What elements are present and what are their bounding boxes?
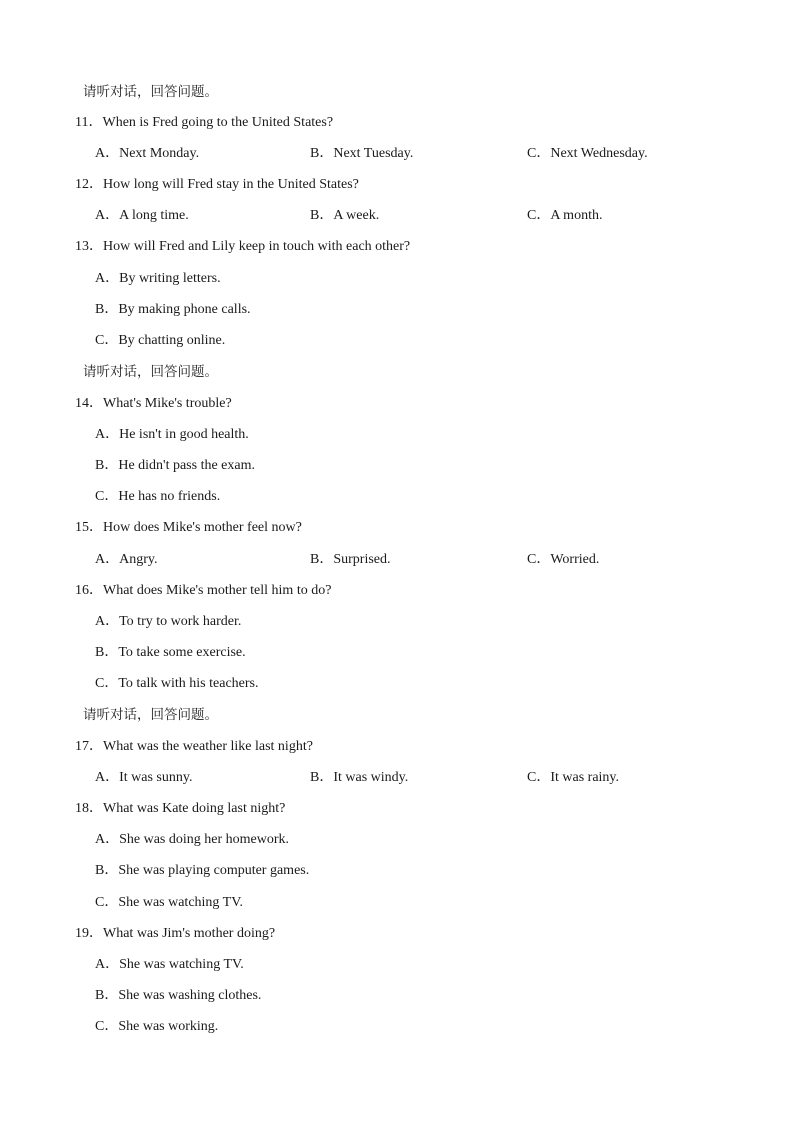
option-18-a: A．She was doing her homework. [95,832,290,847]
option-15-b: B．Surprised. [310,552,391,567]
option-14-c: C．He has no friends. [95,489,221,504]
option-12-a: A．A long time. [95,208,189,223]
option-17-c: C．It was rainy. [527,770,620,785]
section-instruction: 请听对话，回答问题。 [83,364,218,380]
option-18-c: C．She was watching TV. [95,895,244,910]
section-instruction: 请听对话，回答问题。 [83,84,218,100]
option-11-c: C．Next Wednesday. [527,146,648,161]
option-18-b: B．She was playing computer games. [95,863,310,878]
option-17-b: B．It was windy. [310,770,409,785]
option-14-a: A．He isn't in good health. [95,427,249,442]
option-17-a: A．It was sunny. [95,770,193,785]
option-14-b: B．He didn't pass the exam. [95,458,255,473]
option-15-a: A．Angry. [95,552,158,567]
option-19-a: A．She was watching TV. [95,957,244,972]
option-13-a: A．By writing letters. [95,271,221,286]
option-19-c: C．She was working. [95,1019,219,1034]
question-12: 12．How long will Fred stay in the United States? [75,177,359,192]
question-11: 11．When is Fred going to the United States? [75,115,334,130]
section-instruction: 请听对话，回答问题。 [83,707,218,723]
question-15: 15．How does Mike's mother feel now? [75,520,302,535]
question-13: 13．How will Fred and Lily keep in touch with each other? [75,239,411,254]
question-17: 17．What was the weather like last night? [75,739,313,754]
option-12-b: B．A week. [310,208,380,223]
option-15-c: C．Worried. [527,552,600,567]
question-18: 18．What was Kate doing last night? [75,801,286,816]
option-16-b: B．To take some exercise. [95,645,246,660]
option-11-b: B．Next Tuesday. [310,146,414,161]
option-12-c: C．A month. [527,208,603,223]
question-14: 14．What's Mike's trouble? [75,396,232,411]
question-16: 16．What does Mike's mother tell him to do? [75,583,332,598]
question-19: 19．What was Jim's mother doing? [75,926,276,941]
option-16-c: C．To talk with his teachers. [95,676,259,691]
option-13-c: C．By chatting online. [95,333,226,348]
option-19-b: B．She was washing clothes. [95,988,262,1003]
option-11-a: A．Next Monday. [95,146,200,161]
option-13-b: B．By making phone calls. [95,302,251,317]
option-16-a: A．To try to work harder. [95,614,242,629]
